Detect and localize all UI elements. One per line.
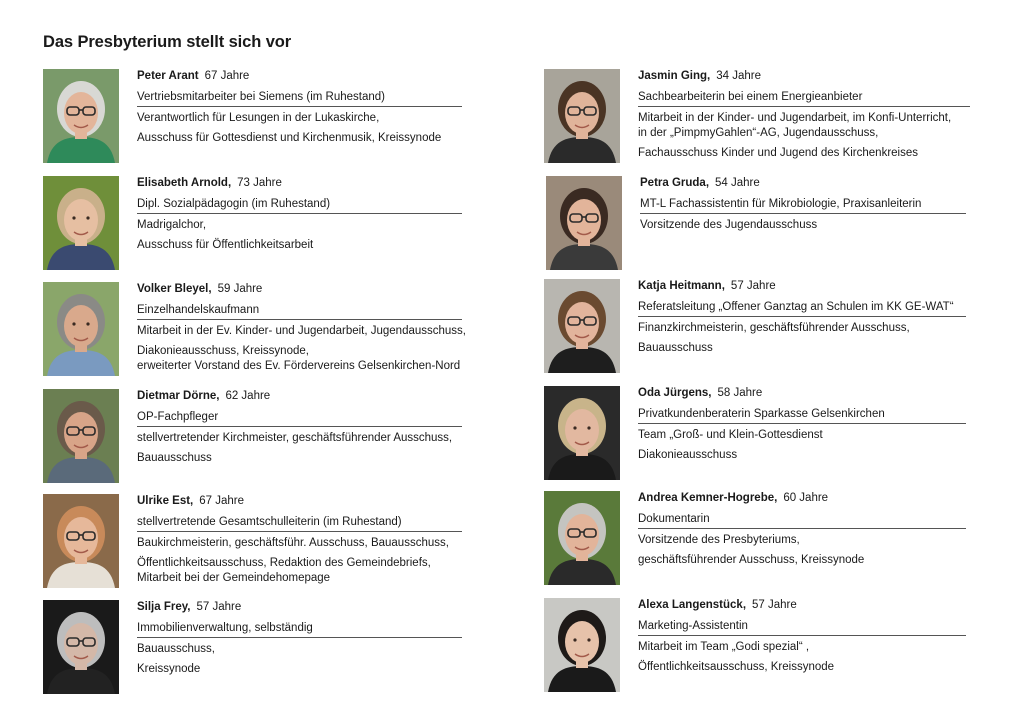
member-name: Peter Arant [137, 70, 199, 82]
member-portrait-photo [43, 494, 119, 588]
member-name-line [638, 598, 966, 613]
member-info [137, 176, 462, 258]
member-portrait-photo [544, 386, 620, 480]
member-portrait-photo [544, 491, 620, 585]
member-duty-text: Öffentlichkeitsausschuss, Kreissynode [638, 661, 835, 673]
page-title: Das Presbyterium stellt sich vor [43, 33, 292, 51]
member-info [638, 386, 966, 468]
member-duty-text: geschäftsführender Ausschuss, Kreissynode [638, 554, 865, 566]
member-name-line [638, 386, 966, 401]
member-profession: OP-Fachpfleger [137, 410, 462, 427]
member-info [638, 69, 970, 166]
member-duties [638, 428, 966, 463]
member-duty-text: Öffentlichkeitsausschuss, Redaktion des Gemeindebriefs, Mitarbeit bei der Gemeindehomepage [137, 557, 431, 584]
member-duties [137, 642, 462, 677]
member-name: Petra Gruda, [640, 177, 710, 189]
member-info [137, 389, 462, 471]
member-profession: Dipl. Sozialpädagogin (im Ruhestand) [137, 197, 462, 214]
member-name-line [137, 600, 462, 615]
member-profession: Referatsleitung „Offener Ganztag an Schulen im KK GE-WAT“ [638, 300, 966, 317]
member-age: 60 Jahre [783, 492, 829, 504]
member-name: Alexa Langenstück, [638, 599, 747, 611]
member-duties [638, 640, 966, 675]
member-name-line [137, 494, 462, 509]
member-duties [137, 431, 462, 466]
member-name-line [638, 69, 970, 84]
member-name: Katja Heitmann, [638, 280, 725, 292]
member-info [137, 282, 467, 379]
member-name-line [137, 389, 462, 404]
member-profession: stellvertretende Gesamtschulleiterin (im Ruhestand) [137, 515, 462, 532]
member-age: 59 Jahre [217, 283, 263, 295]
member-age: 57 Jahre [752, 599, 797, 611]
member-duty-text: Bauausschuss, [137, 643, 215, 655]
member-age: 73 Jahre [237, 177, 282, 189]
member-profession: Privatkundenberaterin Sparkasse Gelsenkirchen [638, 407, 966, 424]
member-name-line [640, 176, 966, 191]
member-duty-text: stellvertretender Kirchmeister, geschäftsführender Ausschuss, [137, 432, 453, 444]
member-profession: Einzelhandelskaufmann [137, 303, 462, 320]
member-name-line [137, 282, 462, 297]
member-duty-text: Finanzkirchmeisterin, geschäftsführender Ausschuss, [638, 322, 910, 334]
member-portrait-photo [546, 176, 622, 270]
member-age: 54 Jahre [715, 177, 760, 189]
member-duty-text: Fachausschuss Kinder und Jugend des Kirchenkreises [638, 146, 918, 159]
member-info [137, 69, 462, 151]
member-duty-text: Verantwortlich für Lesungen in der Lukaskirche, [137, 112, 380, 124]
member-duties [638, 111, 970, 160]
member-profession: Marketing-Assistentin [638, 619, 966, 636]
member-portrait-photo [43, 600, 119, 694]
member-duty-text: Mitarbeit in der Ev. Kinder- und Jugendarbeit, Jugendausschuss, [137, 325, 467, 337]
member-info [640, 176, 966, 238]
member-name-line [638, 491, 966, 506]
member-name-line [137, 69, 462, 84]
member-portrait-photo [43, 176, 119, 270]
member-duty-text: Kreissynode [137, 663, 201, 675]
member-name: Volker Bleyel, [137, 283, 212, 295]
member-name: Ulrike Est, [137, 495, 194, 507]
member-age: 62 Jahre [225, 390, 271, 402]
member-name: Andrea Kemner-Hogrebe, [638, 492, 778, 504]
member-duty-text: Ausschuss für Öffentlichkeitsarbeit [137, 239, 314, 251]
member-duty-text: Bauausschuss [638, 342, 713, 354]
member-profession: Immobilienverwaltung, selbständig [137, 621, 462, 638]
member-portrait-photo [544, 279, 620, 373]
member-age: 58 Jahre [717, 387, 763, 399]
member-info [638, 491, 966, 573]
member-profession: Dokumentarin [638, 512, 966, 529]
member-name-line [137, 176, 462, 191]
member-duties [137, 111, 462, 146]
member-duties [638, 533, 966, 568]
member-duties [137, 536, 462, 585]
member-duties [137, 324, 467, 373]
member-name: Dietmar Dörne, [137, 390, 220, 402]
member-age: 67 Jahre [204, 70, 250, 82]
member-portrait-photo [43, 69, 119, 163]
member-portrait-photo [43, 389, 119, 483]
member-duty-text: Mitarbeit im Team „Godi spezial“ , [638, 641, 810, 653]
member-name-line [638, 279, 966, 294]
member-age: 57 Jahre [196, 601, 242, 613]
member-portrait-photo [544, 69, 620, 163]
member-duty-text: Mitarbeit in der Kinder- und Jugendarbeit, im Konfi-Unterricht, in der „PimpmyGahlen“-AG, Jugendausschuss, [638, 112, 952, 139]
member-portrait-photo [544, 598, 620, 692]
member-duty-text: Diakonieausschuss, Kreissynode, erweiterter Vorstand des Ev. Fördervereins Gelsenkirchen-Nord [137, 345, 461, 372]
member-profession: Vertriebsmitarbeiter bei Siemens (im Ruhestand) [137, 90, 462, 107]
member-duty-text: Vorsitzende des Jugendausschuss [640, 219, 818, 231]
member-info [638, 598, 966, 680]
member-duty-text: Vorsitzende des Presbyteriums, [638, 534, 800, 546]
member-age: 67 Jahre [199, 495, 245, 507]
member-profession: MT-L Fachassistentin für Mikrobiologie, Praxisanleiterin [640, 197, 966, 214]
member-duty-text: Madrigalchor, [137, 219, 207, 231]
member-info [638, 279, 966, 361]
member-age: 34 Jahre [716, 70, 761, 82]
member-age: 57 Jahre [730, 280, 776, 292]
member-duties [137, 218, 462, 253]
member-profession: Sachbearbeiterin bei einem Energieanbieter [638, 90, 970, 107]
member-duty-text: Bauausschuss [137, 452, 212, 464]
member-name: Silja Frey, [137, 601, 191, 613]
member-duty-text: Ausschuss für Gottesdienst und Kirchenmusik, Kreissynode [137, 132, 442, 144]
member-info [137, 494, 462, 591]
member-info [137, 600, 462, 682]
member-duty-text: Diakonieausschuss [638, 449, 738, 461]
member-name: Oda Jürgens, [638, 387, 712, 399]
member-portrait-photo [43, 282, 119, 376]
member-name: Elisabeth Arnold, [137, 177, 232, 189]
member-duty-text: Team „Groß- und Klein-Gottesdienst [638, 429, 823, 441]
member-duties [638, 321, 966, 356]
member-duty-text: Baukirchmeisterin, geschäftsführ. Ausschuss, Bauausschuss, [137, 537, 449, 549]
member-duties [640, 218, 966, 233]
member-name: Jasmin Ging, [638, 70, 711, 82]
